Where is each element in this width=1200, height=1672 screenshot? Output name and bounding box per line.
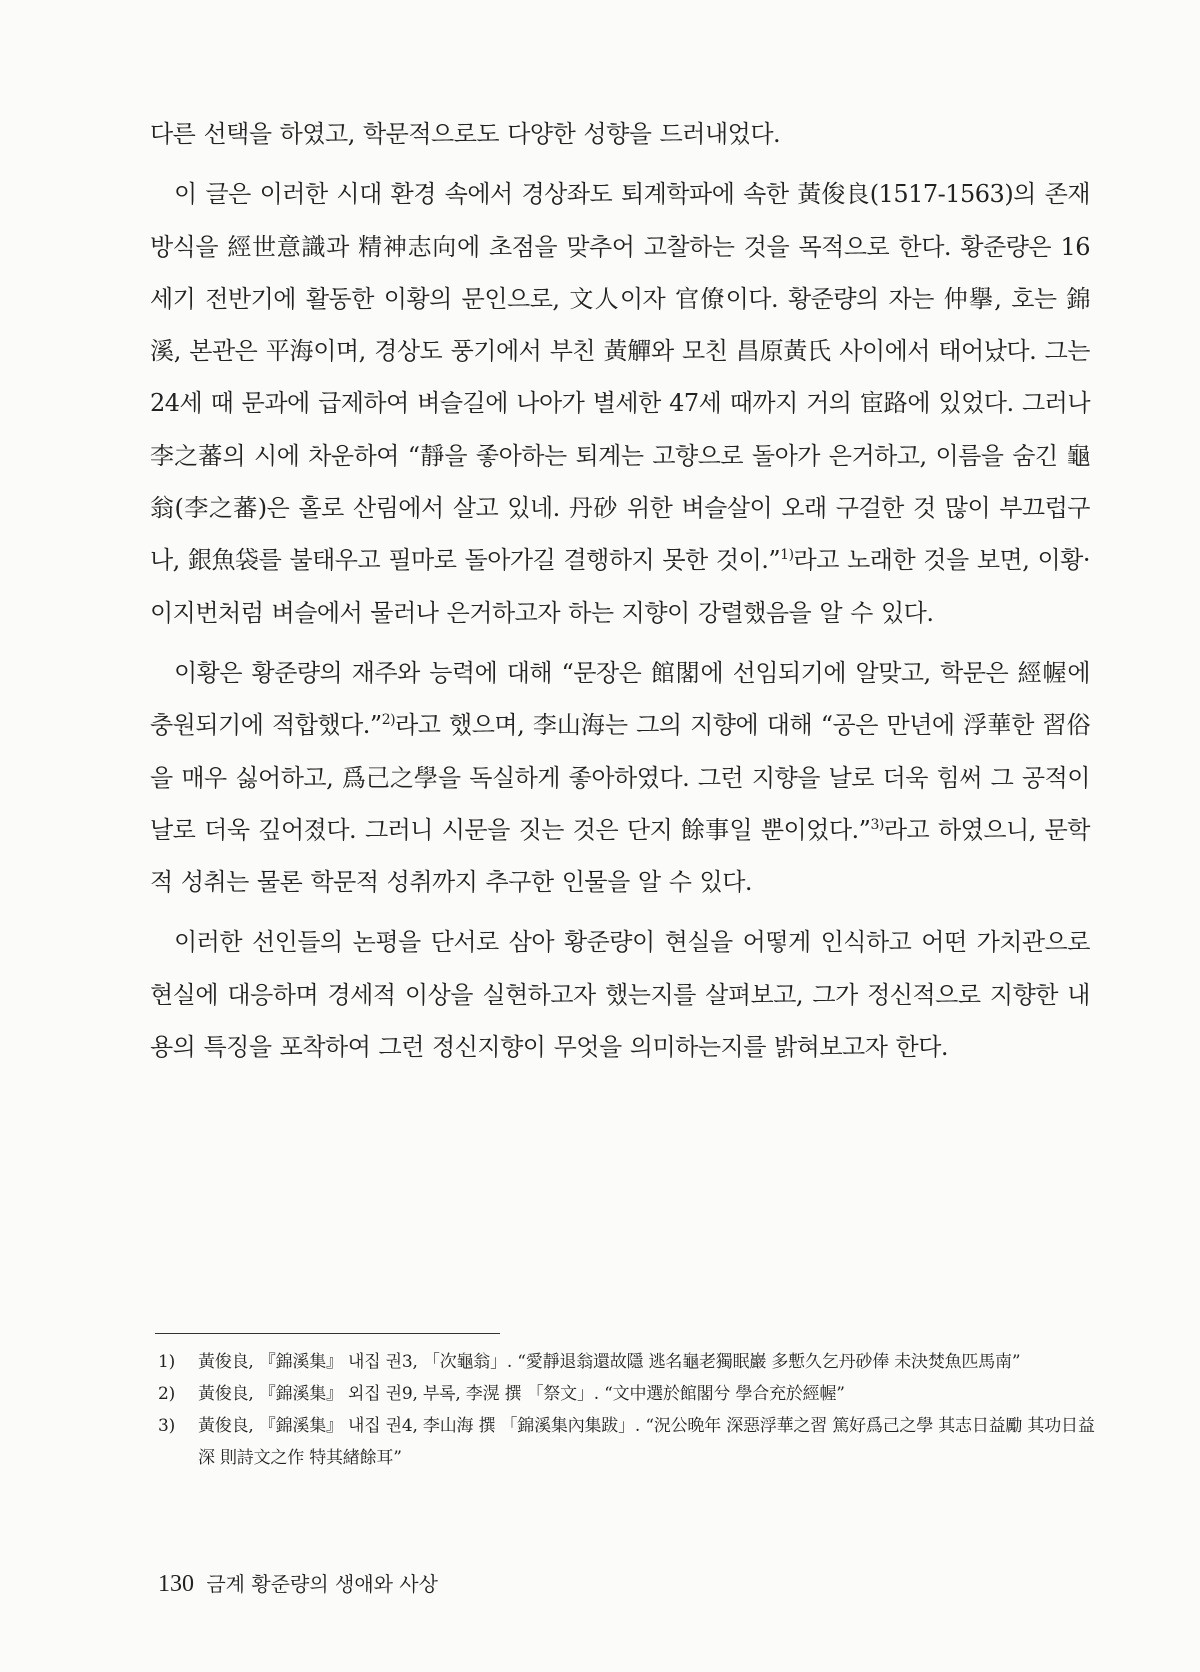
footnotes	[158, 1346, 1098, 1474]
paragraph-2-text-b: 라고 노래한 것을 보면, 이황·이지번처럼 벼슬에서 물러나 은거하고자 하는 지향이 강렬했음을 알 수 있다.	[150, 546, 1090, 627]
footnote-number: 1)	[158, 1352, 176, 1372]
footnote-1	[158, 1346, 1098, 1378]
page-number: 130	[158, 1571, 194, 1597]
body-text	[150, 108, 1090, 1081]
footnote-text: 黃俊良, 『錦溪集』 내집 권4, 李山海 撰 「錦溪集內集跋」. “況公晩年 深惡浮華之習 篤好爲己之學 其志日益勵 其功日益深 則詩文之作 特其緖餘耳”	[198, 1416, 1095, 1468]
paragraph-2-text-a: 이 글은 이러한 시대 환경 속에서 경상좌도 퇴계학파에 속한 黃俊良(1517-1563)의 존재방식을 經世意識과 精神志向에 초점을 맞추어 고찰하는 것을 목적으로 한다. 황준량은 16세기 전반기에 활동한 이황의 문인으로, 文人이자 官僚이다. 황준량의 자는 仲擧, 호는 錦溪, 본관은 平海이며, 경상도 풍기에서 부친 黃觶와 모친 昌原黃氏 사이에서 태어났다. 그는 24세 때 문과에 급제하여 벼슬길에 나아가 별세한 47세 때까지 거의 宦路에 있었다. 그러나 李之蕃의 시에 차운하여 “靜을 좋아하는 퇴계는 고향으로 돌아가 은거하고, 이름을 숨긴 龜翁(李之蕃)은 홀로 산림에서 살고 있네. 丹砂 위한 벼슬살이 오래 구걸한 것 많이 부끄럽구나, 銀魚袋를 불태우고 필마로 돌아가길 결행하지 못한 것이.”	[150, 180, 1090, 575]
footnote-ref-1[interactable]: 1)	[780, 547, 794, 564]
paragraph-4-text: 이러한 선인들의 논평을 단서로 삼아 황준량이 현실을 어떻게 인식하고 어떤 가치관으로 현실에 대응하며 경세적 이상을 실현하고자 했는지를 살펴보고, 그가 정신적으로 지향한 내용의 특징을 포착하여 그런 정신지향이 무엇을 의미하는지를 밝혀보고자 한다.	[150, 928, 1090, 1062]
paragraph-1	[150, 108, 1090, 160]
footnote-number: 2)	[158, 1384, 176, 1404]
paragraph-3-text-b: 라고 했으며, 李山海는 그의 지향에 대해 “공은 만년에 浮華한 習俗을 매우 싫어하고, 爲己之學을 독실하게 좋아하였다. 그런 지향을 날로 더욱 힘써 그 공적이 날로 더욱 깊어졌다. 그러니 시문을 짓는 것은 단지 餘事일 뿐이었다.”	[150, 711, 1090, 844]
running-title: 금계 황준량의 생애와 사상	[206, 1572, 438, 1596]
paragraph-2	[150, 168, 1090, 639]
footnote-ref-3[interactable]: 3)	[870, 816, 884, 833]
paragraph-3-text-c: 라고 하였으니, 문학적 성취는 물론 학문적 성취까지 추구한 인물을 알 수 있다.	[150, 815, 1090, 897]
footnote-divider	[155, 1333, 500, 1334]
paragraph-4	[150, 916, 1090, 1073]
footnote-text: 黃俊良, 『錦溪集』 내집 권3, 「次龜翁」. “愛靜退翁還故隱 逃名龜老獨眠巖 多慙久乞丹砂俸 未決焚魚匹馬南”	[198, 1352, 1021, 1372]
page-footer	[158, 1570, 438, 1598]
paragraph-3-text-a: 이황은 황준량의 재주와 능력에 대해 “문장은 館閣에 선임되기에 알맞고, 학문은 經幄에 충원되기에 적합했다.”	[150, 658, 1090, 740]
footnote-2	[158, 1378, 1098, 1410]
paragraph-1-text: 다른 선택을 하였고, 학문적으로도 다양한 성향을 드러내었다.	[150, 120, 781, 148]
footnote-number: 3)	[158, 1416, 176, 1436]
footnote-text: 黃俊良, 『錦溪集』 외집 권9, 부록, 李滉 撰 「祭文」. “文中選於館閣兮 學合充於經幄”	[198, 1384, 845, 1404]
paragraph-3	[150, 647, 1090, 908]
footnote-3	[158, 1410, 1098, 1474]
footnote-ref-2[interactable]: 2)	[381, 712, 396, 729]
